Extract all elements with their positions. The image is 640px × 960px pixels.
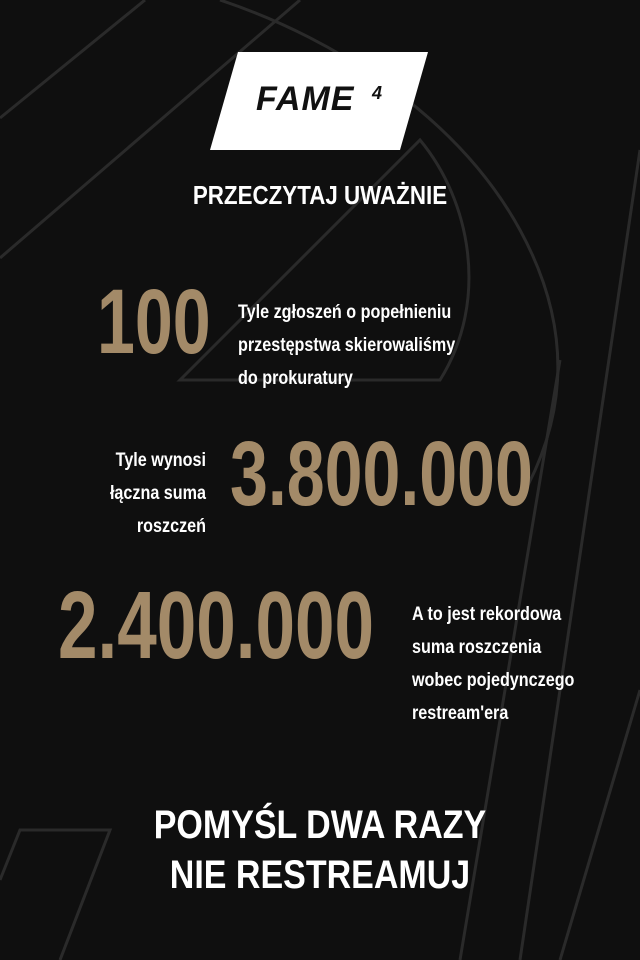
- stat-value-record-claim: 2.400.000: [58, 572, 375, 679]
- description-line: Tyle wynosi: [115, 450, 206, 471]
- description-line: przestępstwa skierowaliśmy: [238, 335, 456, 356]
- description-line: A to jest rekordowa: [412, 604, 562, 625]
- stat-description-total-claims: [110, 444, 206, 543]
- page-title: PRZECZYTAJ UWAŻNIE: [192, 180, 448, 210]
- description-line: restream'era: [412, 703, 509, 724]
- stat-value-total-claims: 3.800.000: [230, 423, 533, 525]
- description-line: roszczeń: [136, 516, 206, 537]
- logo-number: 4: [372, 83, 383, 103]
- description-line: Tyle zgłoszeń o popełnieniu: [238, 302, 452, 323]
- description-line: suma roszczenia: [412, 637, 542, 658]
- footer-line: NIE RESTREAMUJ: [169, 853, 471, 897]
- stat-description-reports: [238, 296, 455, 395]
- footer-message: [48, 800, 592, 900]
- logo-wordmark: FAME: [256, 80, 355, 118]
- stat-description-record-claim: [412, 598, 574, 730]
- footer-line: POMYŚL DWA RAZY: [153, 803, 487, 847]
- description-line: łączna suma: [109, 483, 206, 504]
- description-line: do prokuratury: [238, 368, 353, 389]
- stat-value-reports: 100: [97, 271, 211, 373]
- description-line: wobec pojedynczego: [412, 670, 575, 691]
